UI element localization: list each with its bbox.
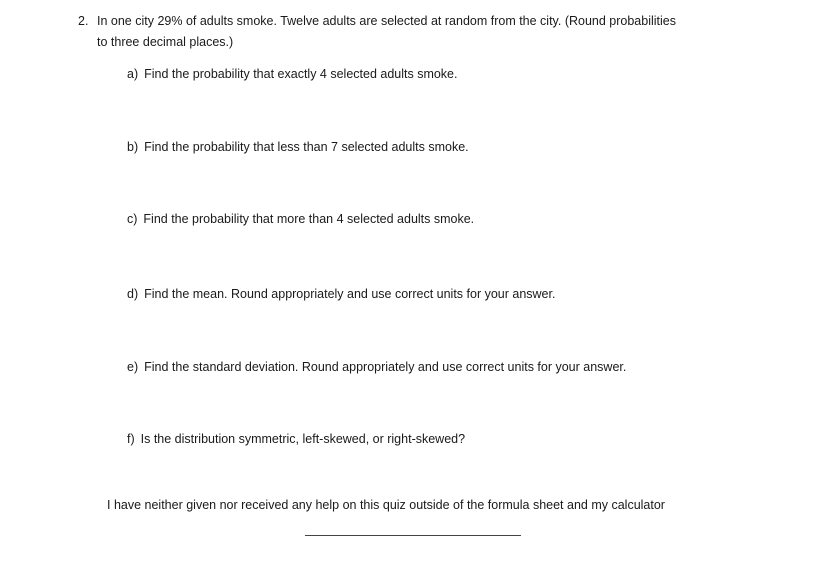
part-f-text: Is the distribution symmetric, left-skewed, or right-skewed? xyxy=(140,432,466,446)
question-text-line-1: In one city 29% of adults smoke. Twelve adults are selected at random from the city. (Round probabilities xyxy=(97,14,676,28)
signature-line[interactable] xyxy=(305,535,521,536)
part-b xyxy=(127,139,469,155)
part-e-text: Find the standard deviation. Round appropriately and use correct units for your answer. xyxy=(144,360,627,374)
question-number: 2. xyxy=(78,14,89,28)
part-c xyxy=(127,211,474,227)
part-b-label: b) xyxy=(127,140,139,154)
part-e-label: e) xyxy=(127,360,139,374)
part-a-text: Find the probability that exactly 4 selected adults smoke. xyxy=(144,67,458,81)
part-c-text: Find the probability that more than 4 selected adults smoke. xyxy=(143,212,475,226)
part-f xyxy=(127,431,465,447)
part-c-label: c) xyxy=(127,212,138,226)
part-f-label: f) xyxy=(127,432,135,446)
part-b-text: Find the probability that less than 7 selected adults smoke. xyxy=(144,140,469,154)
part-d-label: d) xyxy=(127,287,139,301)
question-text-line-2: to three decimal places.) xyxy=(97,35,234,49)
part-e xyxy=(127,359,626,375)
part-d-text: Find the mean. Round appropriately and use correct units for your answer. xyxy=(144,287,556,301)
honor-pledge: I have neither given nor received any help on this quiz outside of the formula sheet and my calculator xyxy=(107,498,665,512)
part-a xyxy=(127,66,458,82)
part-d xyxy=(127,286,555,302)
part-a-label: a) xyxy=(127,67,139,81)
